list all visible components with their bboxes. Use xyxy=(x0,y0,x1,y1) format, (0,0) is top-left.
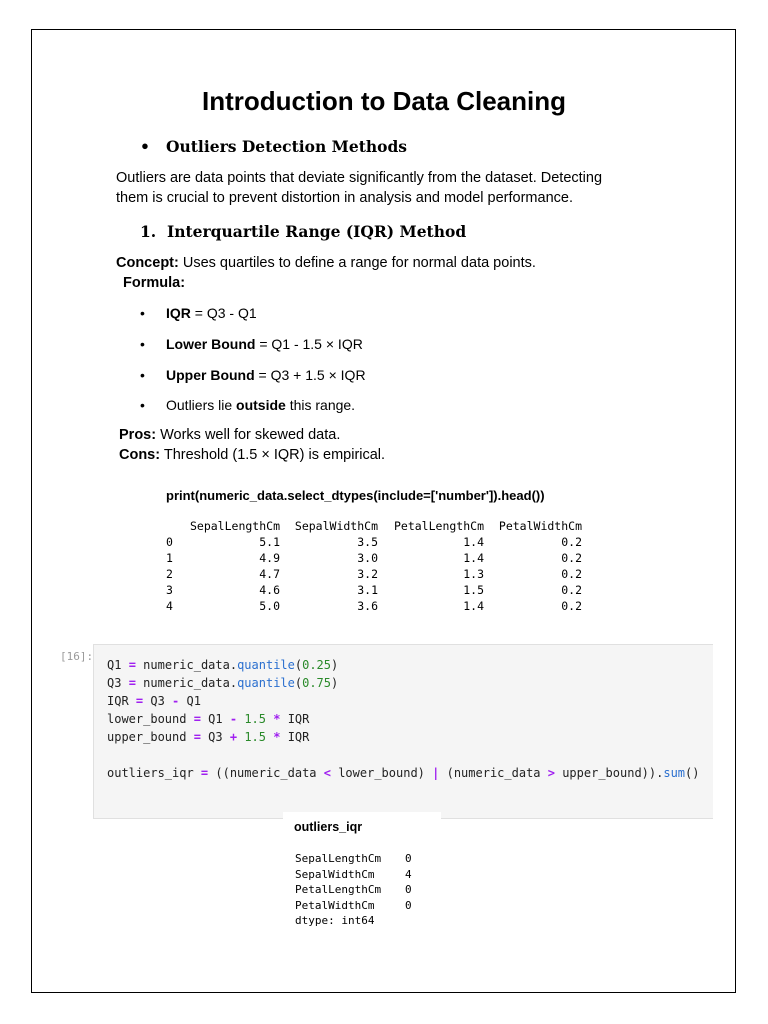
concept-text: Uses quartiles to define a range for normal data points. xyxy=(178,255,536,271)
formula-item: • Upper Bound = Q3 + 1.5 × IQR xyxy=(140,367,366,383)
code-line xyxy=(107,746,700,764)
pros-text: Works well for skewed data. xyxy=(156,427,341,443)
bullet-dot-icon: • xyxy=(140,336,145,352)
code-line: IQR = Q3 - Q1 xyxy=(107,694,201,708)
table-row: 1 4.9 3.0 1.4 0.2 xyxy=(166,551,582,565)
output-table xyxy=(295,851,412,929)
cell-prompt: [16]: xyxy=(60,650,94,663)
concept-line xyxy=(116,255,536,271)
pros-line xyxy=(119,427,340,443)
code-line: upper_bound = Q3 + 1.5 * IQR xyxy=(107,730,310,744)
formula-item: • Outliers lie outside this range. xyxy=(140,397,356,413)
bullet-dot-icon: • xyxy=(140,397,145,413)
table-row: 0 5.1 3.5 1.4 0.2 xyxy=(166,535,582,549)
table-row: SepalLengthCm 0 xyxy=(295,852,412,865)
formula-item: • Lower Bound = Q1 - 1.5 × IQR xyxy=(140,336,363,352)
formula-item: • IQR = Q3 - Q1 xyxy=(140,305,257,321)
cons-line xyxy=(119,447,385,463)
page-title: Introduction to Data Cleaning xyxy=(202,86,566,116)
formula-label: Formula: xyxy=(123,275,186,291)
cons-text: Threshold (1.5 × IQR) is empirical. xyxy=(160,447,386,463)
intro-line-1: Outliers are data points that deviate significantly from the dataset. Detecting xyxy=(116,170,603,186)
table-row: PetalLengthCm 0 xyxy=(295,883,412,896)
code-line: Q3 = numeric_data.quantile(0.75) xyxy=(107,676,339,690)
bullet-dot-icon: • xyxy=(140,305,145,321)
intro-line-2: them is crucial to prevent distortion in analysis and model performance. xyxy=(116,190,573,206)
section-bullet-label: Outliers Detection Methods xyxy=(166,137,408,156)
code-line: outliers_iqr = ((numeric_data < lower_bound) | (numeric_data > upper_bound)).sum() xyxy=(107,766,700,780)
output-dtype: dtype: int64 xyxy=(295,914,375,927)
code-line: Q1 = numeric_data.quantile(0.25) xyxy=(107,658,339,672)
output-header: outliers_iqr xyxy=(294,820,363,834)
bullet-dot-icon: • xyxy=(140,367,145,383)
bullet-dot-icon: • xyxy=(140,137,150,156)
method-heading: 1. Interquartile Range (IQR) Method xyxy=(140,222,467,241)
concept-label: Concept: xyxy=(116,255,179,271)
table-row: 2 4.7 3.2 1.3 0.2 xyxy=(166,567,582,581)
table-header-row: SepalLengthCm SepalWidthCm PetalLengthCm PetalWidthCm xyxy=(189,519,582,533)
head-table xyxy=(166,518,582,614)
table-row: PetalWidthCm 0 xyxy=(295,898,412,912)
code-line: lower_bound = Q1 - 1.5 * IQR xyxy=(107,712,310,726)
pros-label: Pros: xyxy=(119,427,157,443)
code-block[interactable] xyxy=(107,656,700,782)
cons-label: Cons: xyxy=(119,447,161,463)
table-row: SepalWidthCm 4 xyxy=(295,867,412,881)
table-row: 3 4.6 3.1 1.5 0.2 xyxy=(166,583,582,597)
print-statement: print(numeric_data.select_dtypes(include=['number']).head()) xyxy=(166,488,545,503)
table-row: 4 5.0 3.6 1.4 0.2 xyxy=(166,599,582,613)
section-bullet xyxy=(140,137,407,156)
